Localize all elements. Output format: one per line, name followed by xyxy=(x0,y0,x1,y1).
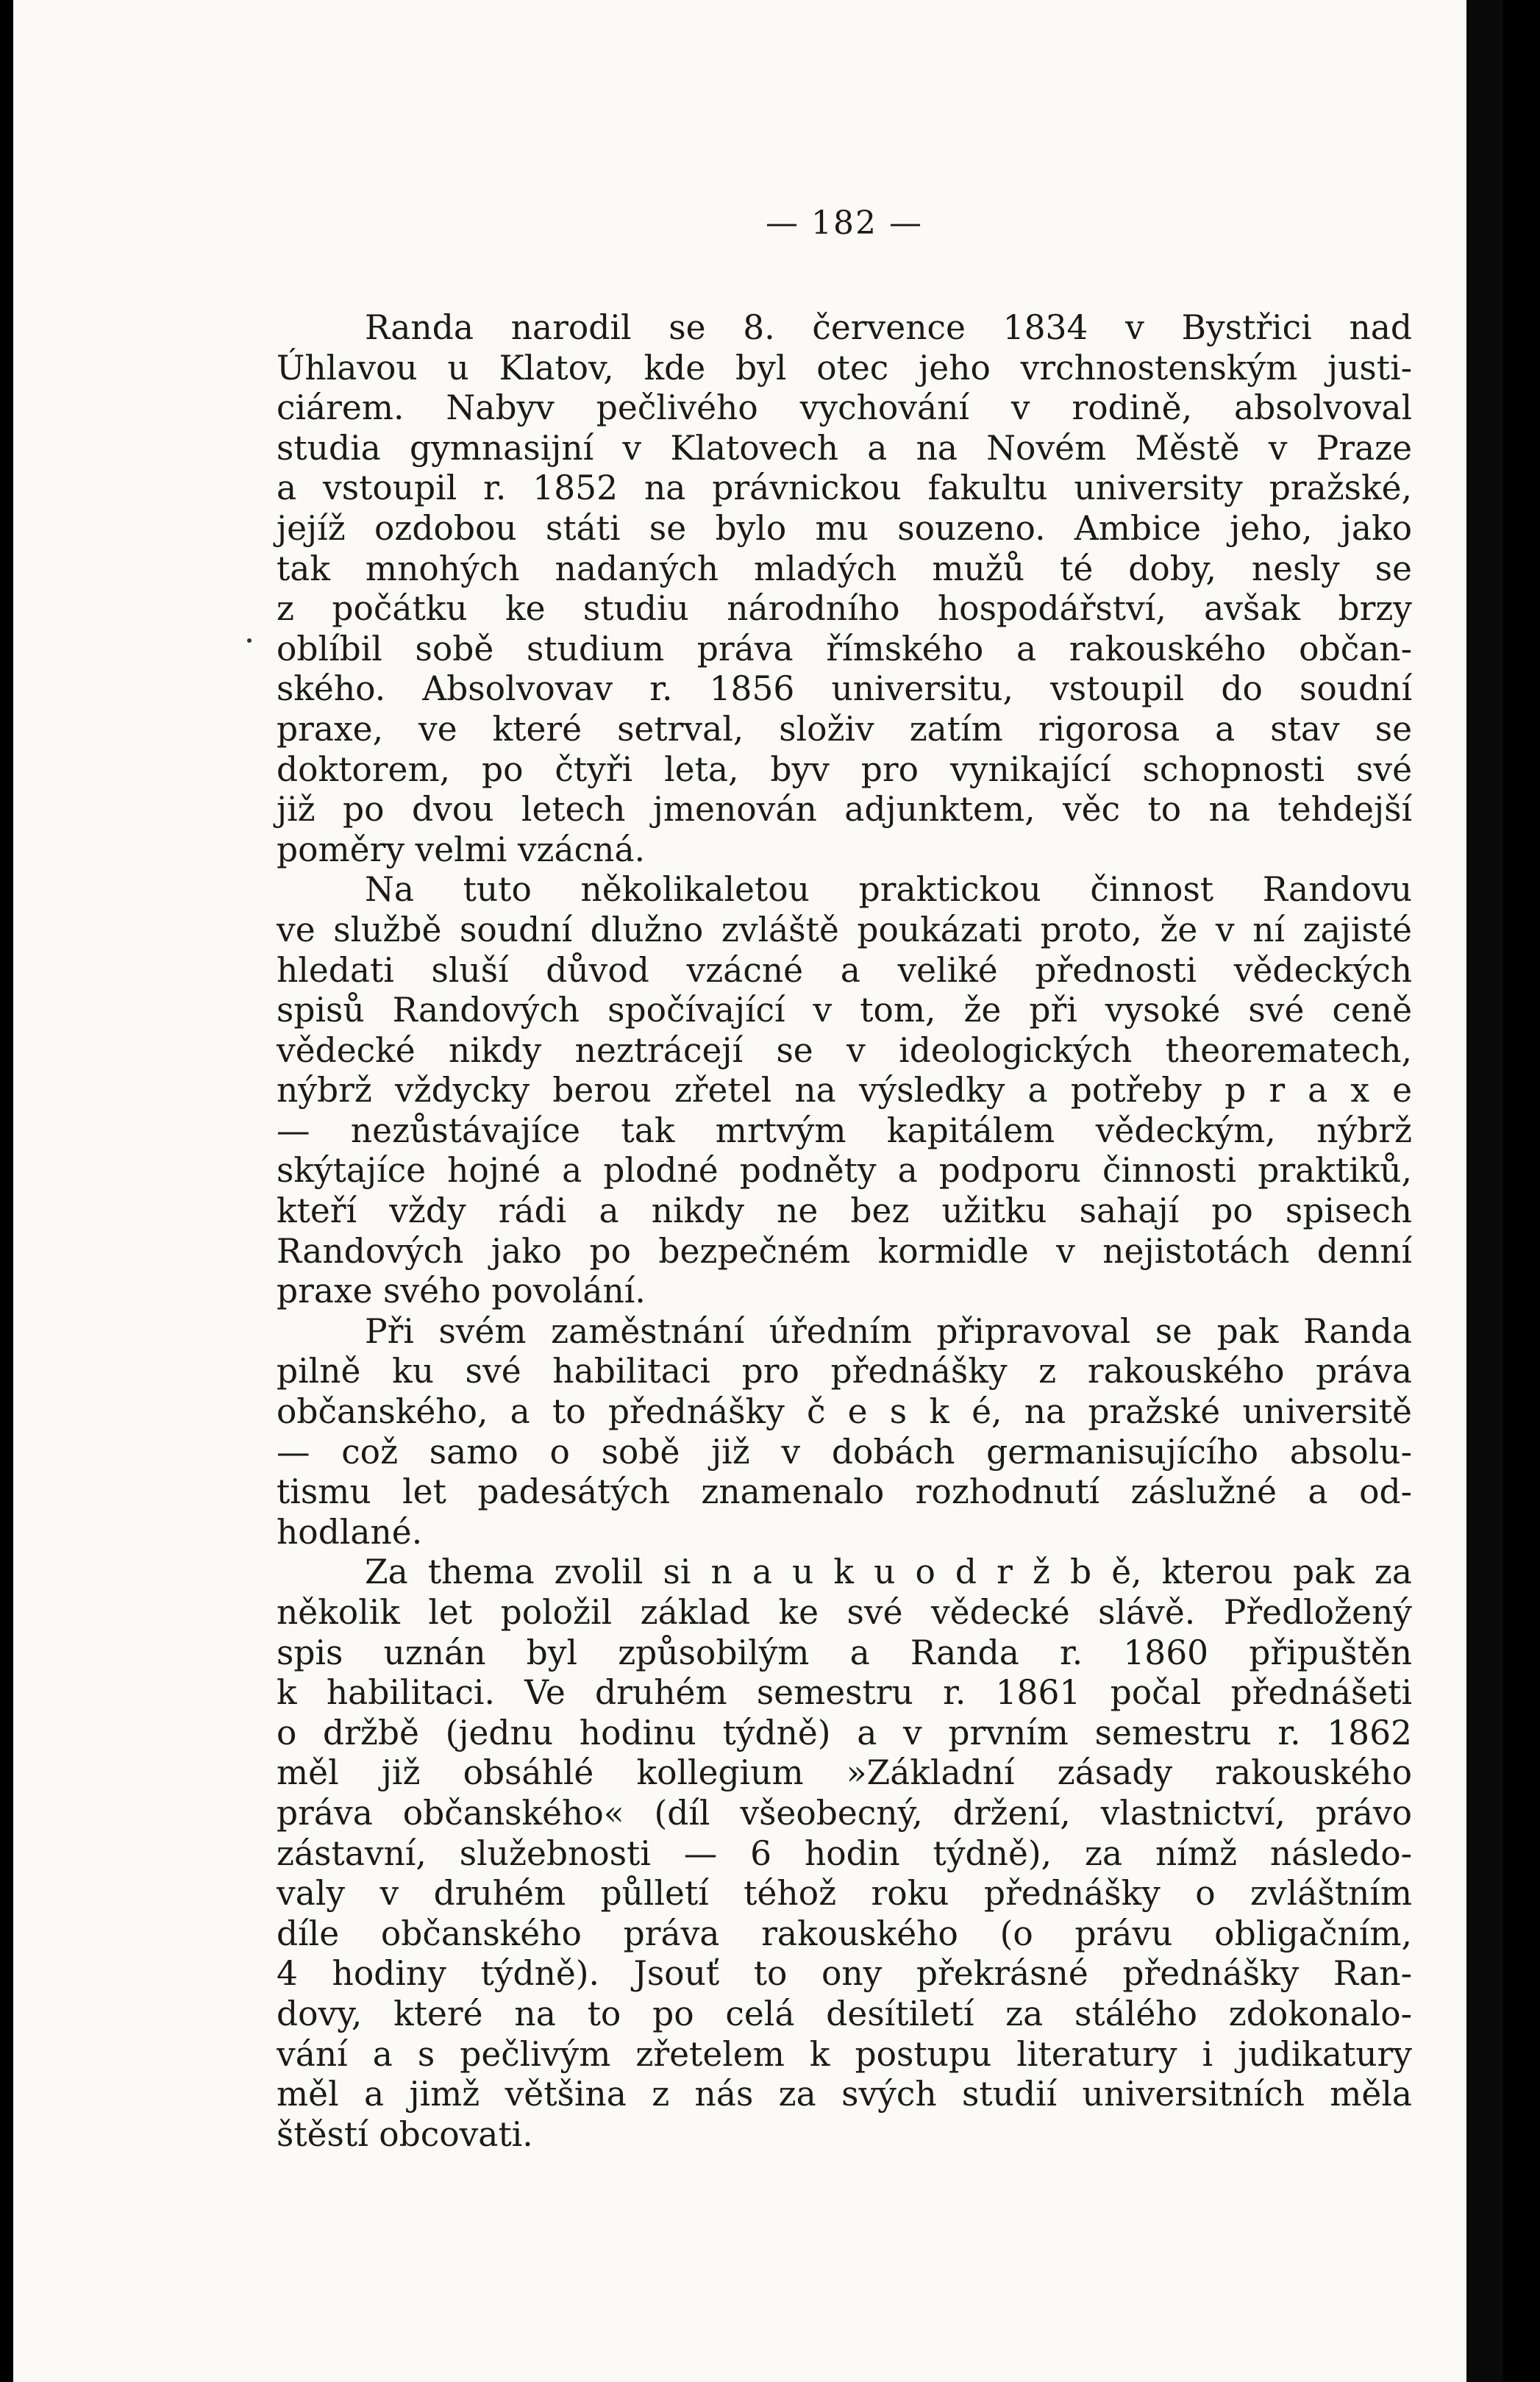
page-number: — 182 — xyxy=(766,204,923,242)
text-line: práva občanského« (díl všeobecný, držení, vlastnictví, právo xyxy=(277,1793,1412,1833)
text-line: hledati sluší důvod vzácné a veliké přednosti vědeckých xyxy=(277,950,1412,990)
text-line: a vstoupil r. 1852 na právnickou fakultu university pražské, xyxy=(277,468,1412,508)
text-line: hodlané. xyxy=(277,1512,423,1552)
text-line: valy v druhém půlletí téhož roku přednášky o zvláštním xyxy=(277,1874,1412,1914)
text-line: tak mnohých nadaných mladých mužů té doby, nesly se xyxy=(277,549,1412,588)
text-line: 4 hodiny týdně). Jsouť to ony překrásné přednášky Ran- xyxy=(277,1954,1412,1994)
text-line: — což samo o sobě již v dobách germanisujícího absolu- xyxy=(277,1432,1412,1472)
text-line: Na tuto několikaletou praktickou činnost Randovu xyxy=(365,870,1412,910)
text-line: o držbě (jednu hodinu týdně) a v prvním semestru r. 1862 xyxy=(277,1713,1412,1752)
text-line: studia gymnasijní v Klatovech a na Novém Městě v Praze xyxy=(277,428,1412,468)
text-line: Při svém zaměstnání úředním připravoval se pak Randa xyxy=(365,1311,1412,1351)
paragraph-2 xyxy=(277,870,1412,1312)
text-line: k habilitaci. Ve druhém semestru r. 1861 počal přednášeti xyxy=(277,1673,1412,1713)
text-line: nýbrž vždycky berou zřetel na výsledky a potřeby p r a x e xyxy=(277,1071,1412,1110)
text-line: vání a s pečlivým zřetelem k postupu literatury i judikatury xyxy=(277,2034,1412,2074)
text-line: poměry velmi vzácná. xyxy=(277,830,646,869)
paragraph-3 xyxy=(277,1312,1412,1553)
text-line: měl a jimž většina z nás za svých studií universitních měla xyxy=(277,2075,1412,2114)
text-line: Randa narodil se 8. července 1834 v Bystřici nad xyxy=(365,308,1412,347)
text-line: spisů Randových spočívající v tom, že při vysoké své ceně xyxy=(277,991,1412,1030)
text-line: dovy, které na to po celá desítiletí za stálého zdokonalo- xyxy=(277,1994,1412,2033)
text-line: několik let položil základ ke své vědecké slávě. Předložený xyxy=(277,1593,1412,1632)
text-line: doktorem, po čtyři leta, byv pro vynikající schopnosti své xyxy=(277,749,1412,789)
text-line: pilně ku své habilitaci pro přednášky z rakouského práva xyxy=(277,1352,1412,1391)
text-line: Úhlavou u Klatov, kde byl otec jeho vrchnostenským justi- xyxy=(277,348,1412,388)
text-line: skýtajíce hojné a plodné podněty a podporu činnosti praktiků, xyxy=(277,1151,1412,1191)
text-line: praxe svého povolání. xyxy=(277,1272,646,1311)
text-line: občanského, a to přednášky č e s k é, na pražské universitě xyxy=(277,1392,1412,1432)
text-line: již po dvou letech jmenován adjunktem, věc to na tehdejší xyxy=(277,790,1412,830)
text-line: oblíbil sobě studium práva římského a rakouského občan- xyxy=(277,629,1412,668)
text-line: měl již obsáhlé kollegium »Základní zásady rakouského xyxy=(277,1753,1412,1793)
text-line: tismu let padesátých znamenalo rozhodnutí záslužné a od- xyxy=(277,1472,1412,1512)
text-line: Za thema zvolil si n a u k u o d r ž b ě, kterou pak za xyxy=(365,1552,1412,1592)
text-line: zástavní, služebnosti — 6 hodin týdně), za nímž následo- xyxy=(277,1833,1412,1873)
book-page xyxy=(13,0,1503,2382)
paragraph-1 xyxy=(277,308,1412,870)
text-line: vědecké nikdy neztrácejí se v ideologických theorematech, xyxy=(277,1030,1412,1070)
text-line: z počátku ke studiu národního hospodářství, avšak brzy xyxy=(277,589,1412,629)
text-line: spis uznán byl způsobilým a Randa r. 1860 připuštěn xyxy=(277,1633,1412,1672)
text-line: — nezůstávajíce tak mrtvým kapitálem vědeckým, nýbrž xyxy=(277,1110,1412,1150)
text-line: ciárem. Nabyv pečlivého vychování v rodině, absolvoval xyxy=(277,388,1412,428)
text-line: kteří vždy rádi a nikdy ne bez užitku sahají po spisech xyxy=(277,1191,1412,1231)
text-line: praxe, ve které setrval, složiv zatím rigorosa a stav se xyxy=(277,709,1412,749)
margin-speck xyxy=(247,638,252,643)
text-line: ského. Absolvovav r. 1856 universitu, vstoupil do soudní xyxy=(277,669,1412,709)
paragraph-4 xyxy=(277,1552,1412,2155)
text-line: Randových jako po bezpečném kormidle v nejistotách denní xyxy=(277,1231,1412,1271)
text-line: jejíž ozdobou státi se bylo mu souzeno. Ambice jeho, jako xyxy=(277,508,1412,548)
text-line: ve službě soudní dlužno zvláště poukázati proto, že v ní zajisté xyxy=(277,910,1412,949)
text-line: díle občanského práva rakouského (o právu obligačním, xyxy=(277,1914,1412,1953)
page-text-block xyxy=(277,204,1412,2155)
text-line: štěstí obcovati. xyxy=(277,2114,533,2154)
scan-edge-shadow xyxy=(1466,0,1503,2382)
